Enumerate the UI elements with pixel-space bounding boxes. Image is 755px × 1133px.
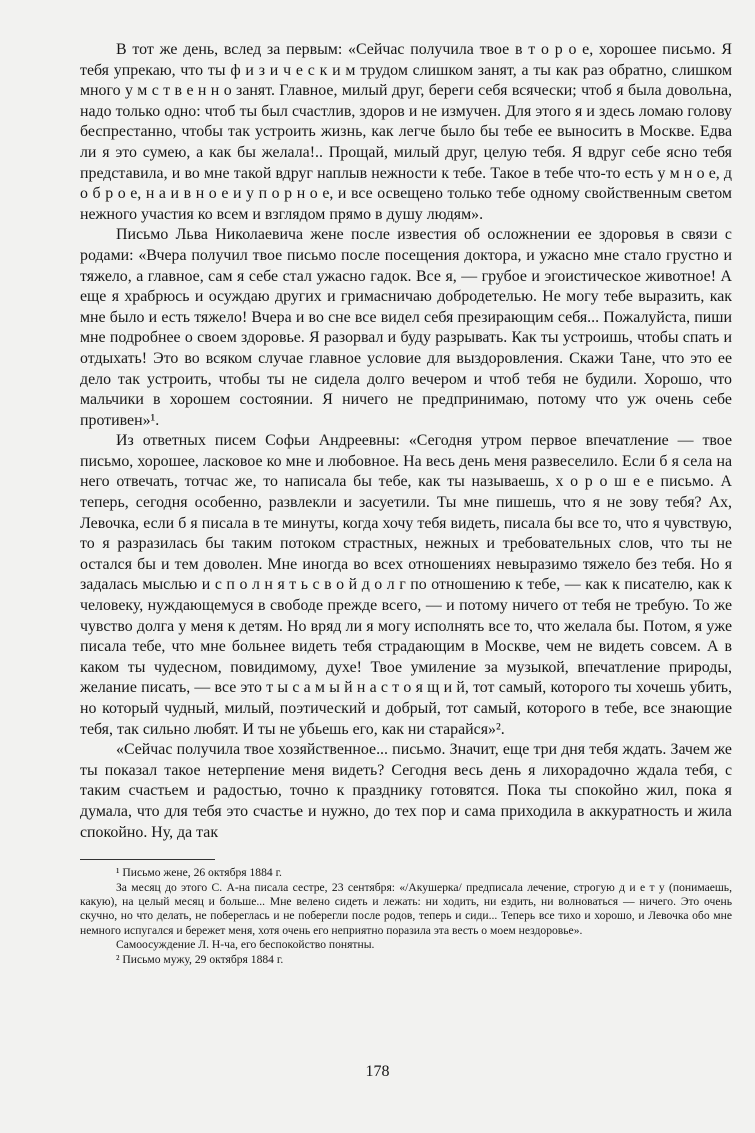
footnote-2: ² Письмо мужу, 29 октября 1884 г. [116,952,284,966]
footnote-divider [80,859,215,860]
footnote-1: ¹ Письмо жене, 26 октября 1884 г. [116,866,282,880]
page-number: 178 [365,1063,390,1080]
paragraph-4: «Сейчас получила твое хозяйственное... письмо. Значит, еще три дня тебя ждать. Зачем же ты показал такое нетерпение меня видеть? Сегодня весь день я лихорадочно ждала тебя, с таким счастьем и радостью, точно к празднику готовятся. Пока ты спокойно жил, пока я думала, что для тебя это счастье и нужно, до тех пор и сама приходила в аккуратность и жила спокойно. Ну, да так [80,741,732,841]
paragraph-2: Письмо Льва Николаевича жене после известия об осложнении ее здоровья в связи с родами: «Вчера получил твое письмо после посещения доктора, и ужасно мне стало грустно и тяжело, а главное, сам я себе стал ужасно гадок. Все я, — грубое и эгоистическое животное! А еще я храбрюсь и осуждаю других и гримасничаю добродетелью. Не могу тебе выразить, как мне было и есть тяжело! Вчера и во сне все видел себя презирающим себя... Пожалуйста, пиши мне подробнее о своем здоровье. Я разорвал и буду разрывать. Как ты устроишь, чтобы спать и отдыхать! Это во всяком случае главное условие для выздоровления. Скажи Тане, что это ее дело так устроить, чтобы ты не сидела долго вечером и чтоб тебя не будили. Хорошо, что мальчики в хорошем состоянии. Я ничего не предпринимаю, потому что уж очень себе противен»¹. [80,226,732,429]
footnote-1-note: За месяц до этого С. А-на писала сестре, 23 сентября: «/Акушерка/ предписала лечение, строгую д и е т у (понимаешь, какую), на целый месяц и больше... Мне велено сидеть и лежать: ни ходить, ни ездить, ни волноваться — ничего. Это очень скучно, но что делать, не поберeглась и не поберегли после родов, теперь и сиди... Теперь все тихо и хорошо, и Левочка обо мне немного испугался и бережет меня, хотя очень его неприятно поразила эта весть о моем нездоровье». [80,880,732,937]
paragraph-1: В тот же день, вслед за первым: «Сейчас получила твое в т о р о е, хорошее письмо. Я тебя упрекаю, что ты ф и з и ч е с к и м трудом слишком занят, а ты как раз обратно, слишком много у м с т в е н н о занят. Главное, милый друг, береги себя всячески; чтоб я была довольна, надо только одно: чтоб ты был счастлив, здоров и не измучен. Для этого я и здесь ломаю голову беспрестанно, чтобы так устроить жизнь, как легче было бы тебе ее выносить в Москве. Едва ли я это сумею, а как бы желала!.. Прощай, милый друг, целую тебя. Я вдруг себе ясно тебя представила, и во мне такой вдруг наплыв нежности к тебе. Такое в тебе что-то есть у м н о е, д о б р о е, н а и в н о е и у п о р н о е, и все освещено только тебе одному свойственным светом нежного участия ко всем и взглядом прямо в душу людям». [80,41,732,223]
footnote-1-comment: Самоосуждение Л. Н-ча, его беспокойство понятны. [116,938,375,952]
paragraph-3: Из ответных писем Софьи Андреевны: «Сегодня утром первое впечатление — твое письмо, хорошее, ласковое ко мне и любовное. На весь день меня развеселило. Если б я села на него отвечать, тотчас же, то написала бы тебе, как ты называешь, х о р о ш е е письмо. А теперь, сегодня особенно, развлекли и засуетили. Ты мне пишешь, что я не зову тебя? Ах, Левочка, если б я писала в те минуты, когда хочу тебя видеть, писала бы все то, что я чувствую, то я разразилась бы таким потоком страстных, нежных и требовательных слов, что ты не остался бы и тем доволен. Мне иногда во всех отношениях невыразимо тяжело без тебя. Но я задалась мыслью и с п о л н я т ь с в о й д о л г по отношению к тебе, — как к писателю, как к человеку, нуждающемуся в свободе прежде всего, — и потому ничего от тебя не требую. То же чувство долга у меня к детям. Но вряд ли я могу исполнять все то, что желала бы. Потом, я уже писала тебе, что мне больнее видеть тебя страдающим в Москве, чем не видеть совсем. А в каком ты чудесном, повидимому, духе! Твое умиление за музыкой, впечатление природы, желание писать, — все это т ы с а м ы й н а с т о я щ и й, тот самый, которого ты хочешь убить, но который чудный, милый, поэтический и добрый, тот самый, которого в тебе, все знающие тебя, так сильно любят. И ты не убьешь его, как ни старайся»². [80,432,732,738]
page-body [80,40,732,967]
footnotes [80,866,732,967]
